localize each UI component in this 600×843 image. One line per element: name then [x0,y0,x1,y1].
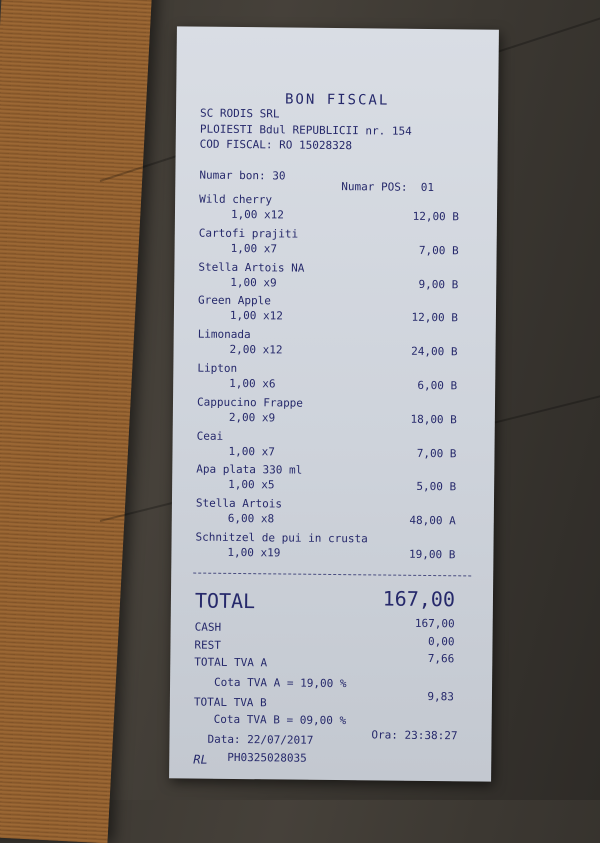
item-name: Ceai [196,429,224,443]
divider [193,573,471,577]
total-value: 167,00 [382,586,456,612]
cash-label: CASH [194,620,222,634]
bag-strap [0,0,152,843]
company-name: SC RODIS SRL [199,106,280,121]
item-total: 7,00 B [416,446,457,460]
item-total: 7,00 B [418,243,459,258]
fiscal-logo-icon: RL [193,752,208,767]
item-total: 12,00 B [412,209,460,224]
item-name: Cappucino Frappe [196,395,304,410]
tva-a-label: TOTAL TVA A [194,655,268,670]
item-total: 48,00 A [409,513,456,528]
item-total: 19,00 B [409,547,456,562]
tva-a-value: 7,66 [427,651,455,666]
rest-label: REST [194,638,222,652]
item-name: Apa plata 330 ml [196,462,303,478]
item-quantity: 2,00 x9 [228,410,276,425]
item-quantity: 1,00 x19 [227,545,281,560]
item-name: Stella Artois NA [198,260,305,275]
item-quantity: 1,00 x7 [230,241,278,256]
tva-b-value: 9,83 [427,689,455,704]
item-name: Green Apple [198,293,272,308]
item-total: 12,00 B [411,311,458,325]
cota-tva-a: Cota TVA A = 19,00 % [214,675,347,691]
receipt-number: Numar bon: 30 [199,168,286,183]
cota-tva-b: Cota TVA B = 09,00 % [213,712,347,728]
item-name: Cartofi prajiti [198,226,299,241]
item-quantity: 6,00 x8 [227,512,275,526]
fiscal-code: COD FISCAL: RO 15028328 [199,137,353,153]
item-total: 9,00 B [418,277,459,291]
company-address: PLOIESTI Bdul REPUBLICII nr. 154 [199,122,412,138]
receipt-time: Ora: 23:38:27 [371,728,458,743]
item-total: 6,00 B [417,378,458,393]
item-quantity: 1,00 x9 [230,275,277,289]
item-quantity: 1,00 x5 [228,478,275,492]
serial-number: PH0325028035 [227,750,307,765]
pos-number: Numar POS: 01 [341,180,435,195]
item-name: Limonada [197,327,251,342]
item-name: Lipton [197,361,238,375]
total-label: TOTAL [194,588,256,614]
item-name: Schnitzel de pui in crusta [195,530,368,546]
item-name: Stella Artois [195,496,283,511]
item-quantity: 1,00 x7 [228,444,275,458]
item-quantity: 1,00 x12 [229,309,283,323]
item-quantity: 1,00 x6 [229,376,276,391]
item-quantity: 1,00 x12 [230,207,285,222]
receipt-date: Data: 22/07/2017 [207,732,314,747]
item-name: Wild cherry [199,192,273,207]
item-quantity: 2,00 x12 [229,343,283,357]
item-total: 18,00 B [410,412,457,427]
fiscal-receipt [169,26,499,781]
receipt-title: BON FISCAL [284,91,390,109]
tva-b-label: TOTAL TVA B [193,695,267,710]
item-total: 5,00 B [416,480,457,494]
rest-value: 0,00 [427,634,455,649]
cash-value: 167,00 [414,616,455,631]
item-total: 24,00 B [411,344,458,359]
